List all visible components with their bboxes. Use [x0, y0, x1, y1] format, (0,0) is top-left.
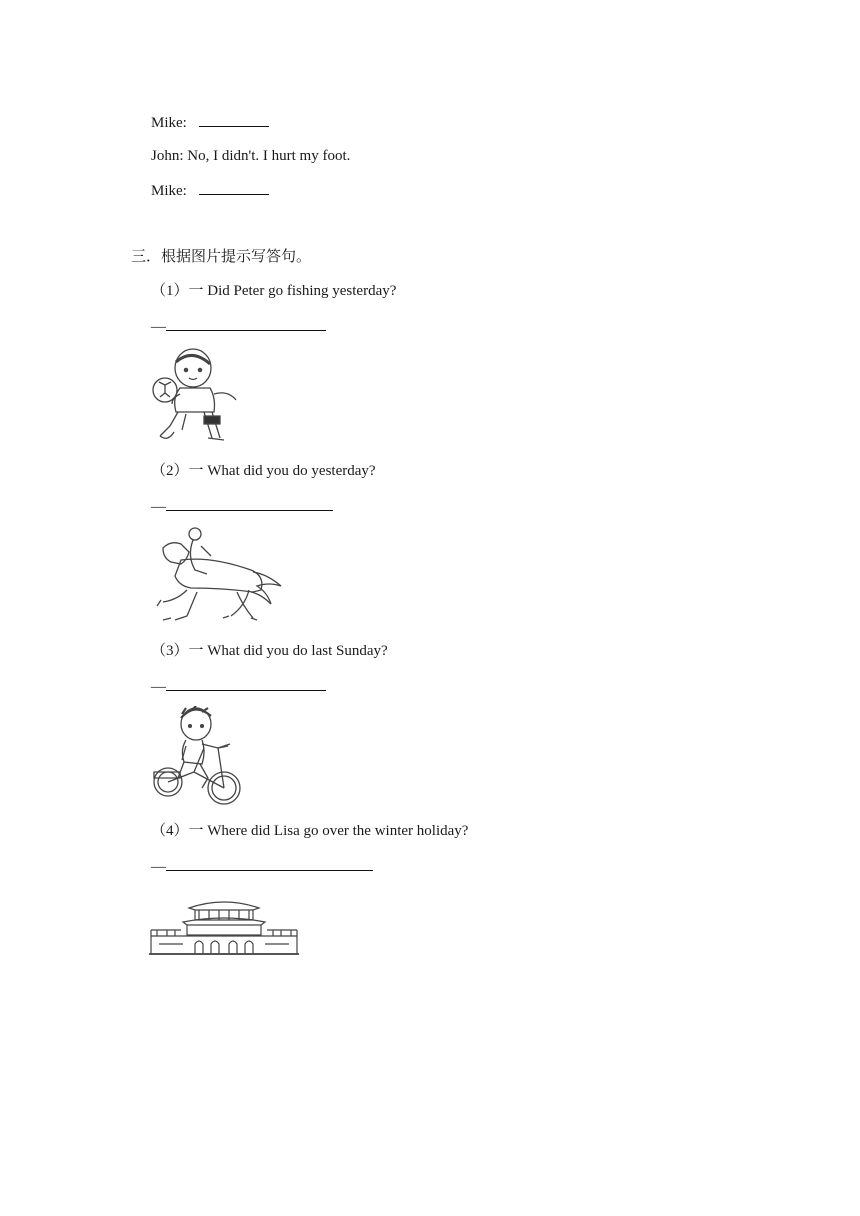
question-text: 一 What did you do yesterday?	[188, 463, 376, 479]
answer-line-2	[151, 496, 333, 517]
answer-blank[interactable]	[199, 180, 269, 195]
question-number: （3）	[151, 643, 189, 659]
answer-line-4	[151, 856, 373, 877]
answer-blank[interactable]	[166, 496, 333, 511]
answer-dash: —	[151, 859, 166, 875]
answer-blank[interactable]	[166, 676, 326, 691]
section-heading: 三．根据图片提示写答句。	[131, 249, 312, 265]
dialogue-line-mike-2	[151, 180, 269, 201]
answer-line-1	[151, 316, 326, 337]
person-riding-horse-icon	[153, 526, 285, 626]
question-2	[151, 461, 376, 481]
answer-blank[interactable]	[166, 856, 373, 871]
question-3	[151, 641, 388, 661]
answer-dash: —	[151, 319, 166, 335]
question-number: （2）	[151, 463, 189, 479]
answer-dash: —	[151, 499, 166, 515]
question-1	[151, 281, 396, 301]
question-text: 一 Did Peter go fishing yesterday?	[188, 283, 397, 299]
question-4	[151, 821, 468, 841]
answer-dash: —	[151, 679, 166, 695]
answer-line-3	[151, 676, 326, 697]
boy-riding-bike-icon	[152, 706, 246, 810]
question-text: 一 Where did Lisa go over the winter holiday?	[188, 823, 469, 839]
tiananmen-gate-icon	[149, 894, 299, 956]
answer-blank[interactable]	[166, 316, 326, 331]
question-number: （4）	[151, 823, 189, 839]
question-text: 一 What did you do last Sunday?	[188, 643, 388, 659]
boy-kicking-football-icon	[150, 346, 242, 446]
speaker-label: Mike:	[151, 183, 187, 199]
dialogue-line-mike-1	[151, 112, 269, 133]
speaker-label: Mike:	[151, 115, 187, 131]
question-number: （1）	[151, 283, 189, 299]
answer-blank[interactable]	[199, 112, 269, 127]
dialogue-line-john: John: No, I didn't. I hurt my foot.	[151, 148, 351, 164]
